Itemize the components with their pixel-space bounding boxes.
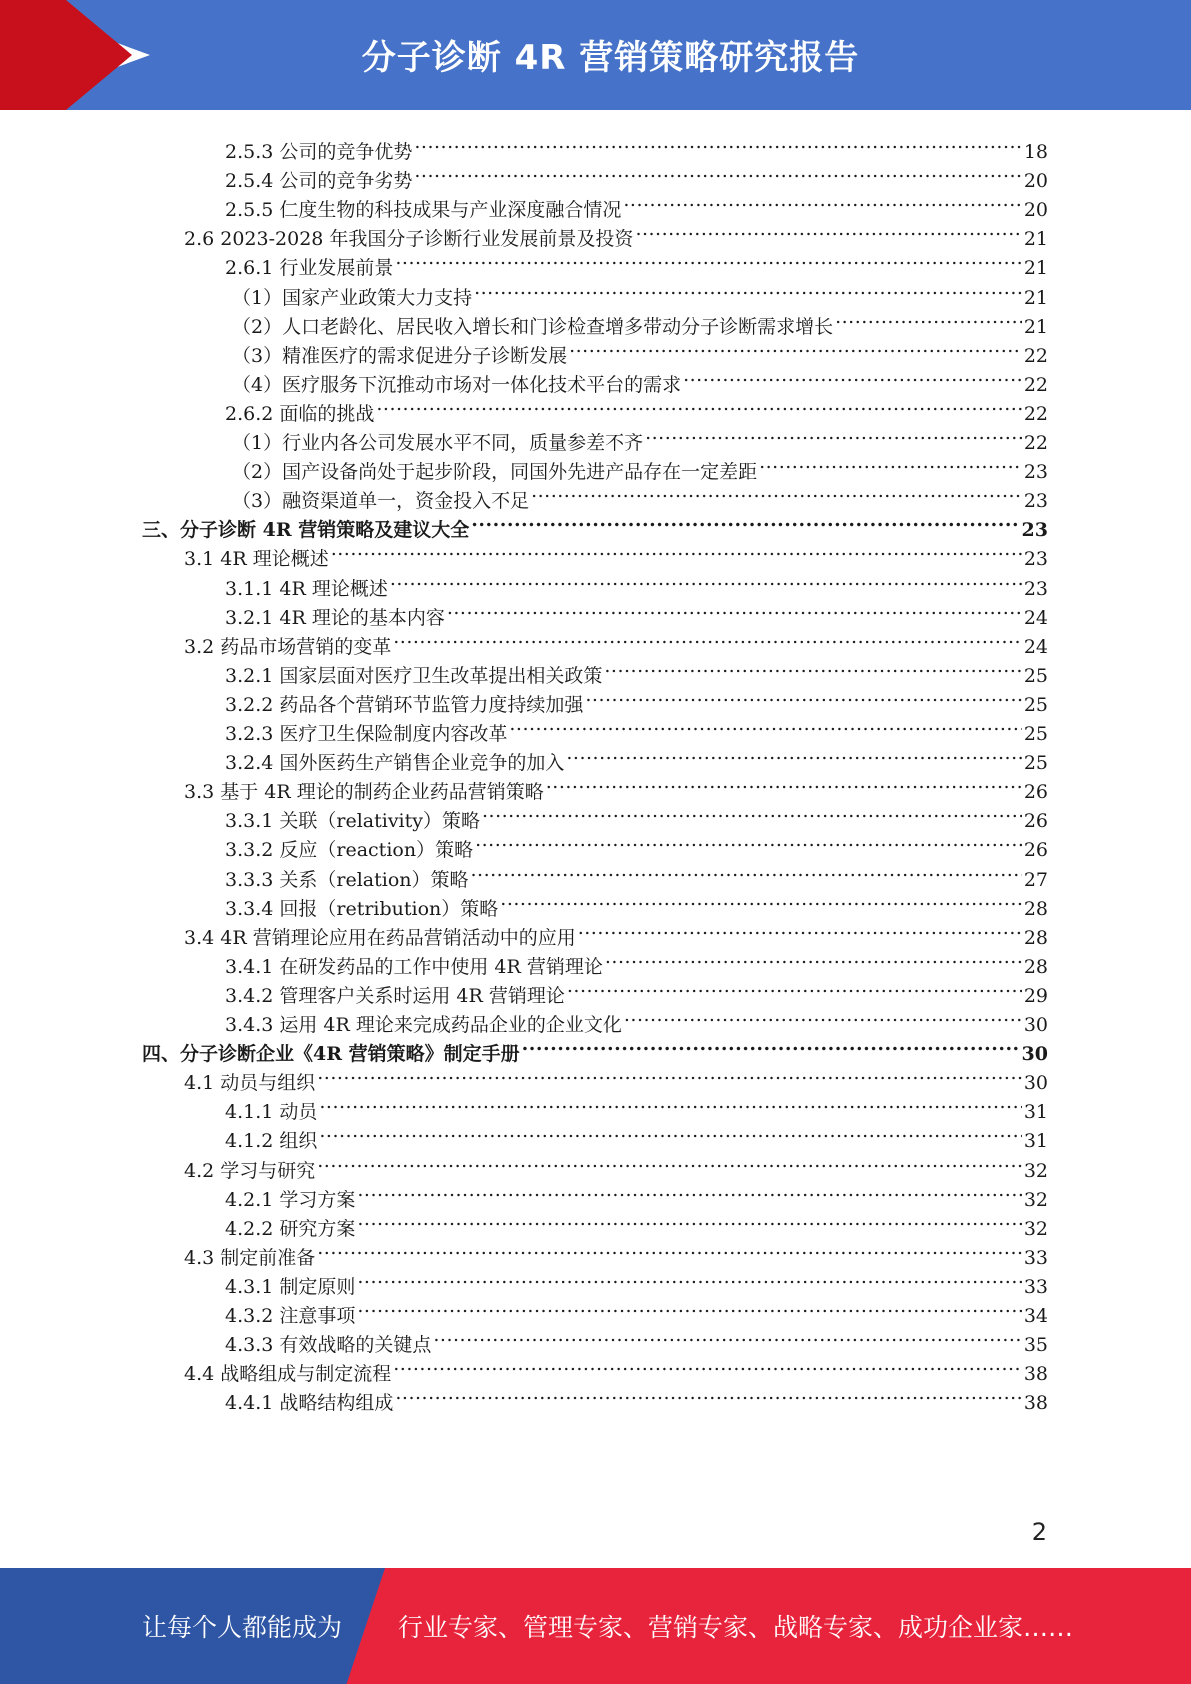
toc-entry-page: 34 [1023, 1305, 1048, 1327]
toc-entry-label: 3.2.2 药品各个营销环节监管力度持续加强 [225, 693, 584, 716]
toc-entry-label: 2.6.1 行业发展前景 [225, 257, 394, 280]
toc-entry[interactable] [225, 942, 1048, 978]
toc-dot-leader [623, 185, 1021, 216]
toc-entry[interactable] [142, 1029, 1048, 1066]
toc-entry-page: 33 [1023, 1275, 1048, 1298]
toc-dot-leader [357, 1204, 1021, 1235]
toc-entry[interactable] [225, 825, 1048, 862]
toc-entry-page: 38 [1023, 1392, 1048, 1415]
toc-entry-label: 2.6.2 面临的挑战 [225, 402, 375, 425]
toc-entry-label: 3.3.1 关联（relativity）策略 [225, 810, 481, 833]
page-header [0, 0, 1191, 110]
toc-entry-label: 3.2 药品市场营销的变革 [184, 635, 392, 658]
toc-entry-page: 23 [1023, 461, 1048, 484]
toc-entry-label: 3.3.3 关系（relation）策略 [225, 868, 469, 891]
toc-entry[interactable] [184, 1058, 1048, 1095]
toc-entry[interactable] [225, 971, 1048, 1007]
toc-entry-label: 2.5.4 公司的竞争劣势 [225, 170, 413, 193]
toc-entry[interactable] [142, 505, 1048, 542]
toc-dot-leader [447, 593, 1022, 624]
toc-dot-leader [522, 1029, 1020, 1060]
toc-entry-page: 25 [1023, 752, 1048, 775]
toc-entry-label: 4.1.1 动员 [225, 1101, 318, 1124]
toc-dot-leader [835, 302, 1022, 333]
toc-entry[interactable] [184, 1146, 1048, 1182]
toc-entry[interactable] [225, 1291, 1048, 1327]
toc-entry-label: 3.4.2 管理客户关系时运用 4R 营销理论 [225, 984, 565, 1007]
toc-dot-leader [414, 156, 1021, 187]
toc-dot-leader [319, 1087, 1021, 1118]
toc-entry-label: （2）国产设备尚处于起步阶段，同国外先进产品存在一定差距 [232, 461, 758, 484]
toc-dot-leader [635, 214, 1021, 245]
toc-dot-leader [471, 505, 1019, 536]
footer-slogan-right: 行业专家、管理专家、营销专家、战略专家、成功企业家…… [398, 1613, 1074, 1642]
toc-entry-page: 18 [1023, 141, 1048, 163]
toc-entry[interactable] [225, 1204, 1048, 1240]
toc-dot-leader [317, 1146, 1022, 1177]
toc-entry-page: 28 [1023, 926, 1048, 949]
toc-entry[interactable] [225, 127, 1048, 163]
toc-entry-page: 23 [1023, 490, 1048, 513]
toc-entry-page: 38 [1023, 1363, 1048, 1386]
toc-dot-leader [474, 273, 1022, 304]
toc-entry[interactable] [184, 214, 1048, 251]
toc-entry-page: 35 [1023, 1334, 1048, 1357]
toc-entry-page: 22 [1023, 373, 1048, 396]
toc-entry[interactable] [225, 564, 1048, 600]
toc-entry[interactable] [232, 302, 1048, 338]
toc-entry-page: 20 [1023, 170, 1048, 193]
toc-entry-label: 4.4.1 战略结构组成 [225, 1392, 394, 1415]
toc-entry-page: 32 [1023, 1159, 1048, 1182]
toc-entry-label: 2.6 2023-2028 年我国分子诊断行业发展前景及投资 [184, 228, 634, 251]
toc-entry-page: 24 [1023, 606, 1048, 629]
toc-dot-leader [393, 622, 1022, 653]
toc-entry-page: 23 [1023, 548, 1048, 571]
toc-dot-leader [357, 1175, 1021, 1206]
toc-entry-page: 25 [1023, 723, 1048, 745]
toc-entry[interactable] [232, 360, 1048, 396]
toc-entry-page: 32 [1023, 1188, 1048, 1211]
toc-dot-leader [357, 1262, 1021, 1293]
toc-entry-page: 28 [1023, 955, 1048, 978]
toc-entry-label: 4.2.1 学习方案 [225, 1188, 356, 1211]
toc-dot-leader [569, 331, 1022, 362]
toc-entry-page: 22 [1023, 432, 1048, 454]
toc-entry-page: 31 [1023, 1101, 1048, 1124]
document-title: 分子诊断 4R 营销策略研究报告 [361, 38, 860, 78]
toc-entry[interactable] [184, 622, 1048, 658]
toc-entry-page: 22 [1023, 402, 1048, 425]
toc-entry[interactable] [225, 884, 1048, 920]
toc-entry[interactable] [225, 738, 1048, 775]
toc-dot-leader [390, 564, 1022, 595]
toc-dot-leader [395, 1378, 1021, 1409]
toc-entry[interactable] [225, 796, 1048, 833]
toc-entry-label: 3.2.3 医疗卫生保险制度内容改革 [225, 723, 508, 745]
toc-entry-label: （3）精准医疗的需求促进分子诊断发展 [232, 344, 568, 367]
toc-dot-leader [317, 1233, 1022, 1264]
toc-entry[interactable] [184, 767, 1048, 804]
toc-entry[interactable] [225, 651, 1048, 687]
toc-entry[interactable] [184, 1349, 1048, 1386]
toc-dot-leader [331, 534, 1022, 565]
toc-entry-label: （2）人口老龄化、居民收入增长和门诊检查增多带动分子诊断需求增长 [232, 315, 834, 338]
toc-entry-page: 33 [1023, 1246, 1048, 1269]
toc-entry-label: 4.2 学习与研究 [184, 1159, 316, 1182]
toc-entry-label: 4.2.2 研究方案 [225, 1217, 356, 1240]
toc-dot-leader [585, 680, 1021, 711]
toc-dot-leader [683, 360, 1022, 391]
toc-entry-page: 27 [1023, 868, 1048, 891]
toc-entry-page: 21 [1023, 315, 1048, 338]
toc-entry-label: 3.4.1 在研发药品的工作中使用 4R 营销理论 [225, 955, 603, 978]
toc-entry-label: 三、分子诊断 4R 营销策略及建议大全 [142, 519, 470, 542]
toc-dot-leader [395, 243, 1021, 274]
toc-entry[interactable] [232, 273, 1048, 309]
toc-entry-page: 30 [1021, 1043, 1048, 1066]
toc-entry-page: 23 [1023, 577, 1048, 600]
toc-dot-leader [605, 942, 1022, 973]
toc-entry-label: （4）医疗服务下沉推动市场对一体化技术平台的需求 [232, 373, 682, 396]
toc-dot-leader [567, 971, 1022, 1002]
toc-entry[interactable] [232, 476, 1048, 513]
toc-dot-leader [566, 738, 1021, 769]
toc-entry-label: 3.1 4R 理论概述 [184, 548, 329, 571]
toc-entry[interactable] [225, 1087, 1048, 1124]
toc-entry-page: 25 [1023, 693, 1048, 716]
toc-dot-leader [500, 884, 1022, 915]
toc-dot-leader [645, 418, 1022, 449]
toc-dot-leader [475, 825, 1022, 856]
toc-entry-label: （1）行业内各公司发展水平不同，质量参差不齐 [232, 432, 644, 454]
toc-entry-page: 21 [1023, 286, 1048, 309]
toc-dot-leader [509, 709, 1021, 740]
toc-dot-leader [531, 476, 1022, 507]
toc-entry[interactable] [225, 855, 1048, 891]
toc-dot-leader [433, 1320, 1021, 1351]
toc-entry[interactable] [232, 331, 1048, 367]
toc-entry[interactable] [225, 1116, 1048, 1153]
toc-entry-label: 2.5.3 公司的竞争优势 [225, 141, 413, 163]
toc-dot-leader [319, 1116, 1021, 1147]
toc-entry-label: 4.3.1 制定原则 [225, 1275, 356, 1298]
toc-entry-page: 30 [1023, 1014, 1048, 1036]
toc-dot-leader [604, 651, 1021, 682]
toc-entry-label: 3.3.2 反应（reaction）策略 [225, 839, 474, 862]
page-number: 2 [1031, 1518, 1047, 1546]
toc-entry-page: 25 [1023, 664, 1048, 687]
toc-entry-label: 3.4.3 运用 4R 理论来完成药品企业的企业文化 [225, 1014, 622, 1036]
toc-entry[interactable] [225, 1175, 1048, 1211]
toc-entry-label: 3.3.4 回报（retribution）策略 [225, 897, 499, 920]
page-footer [0, 1568, 1191, 1684]
toc-entry-label: 四、分子诊断企业《4R 营销策略》制定手册 [142, 1043, 520, 1066]
toc-dot-leader [414, 127, 1021, 158]
toc-entry[interactable] [225, 593, 1048, 629]
toc-entry-page: 28 [1023, 897, 1048, 920]
toc-dot-leader [759, 447, 1022, 478]
toc-entry[interactable] [225, 1262, 1048, 1298]
toc-entry[interactable] [225, 709, 1048, 745]
footer-slogan-left: 让每个人都能成为 [142, 1613, 343, 1642]
toc-entry[interactable] [184, 913, 1048, 949]
toc-entry-label: 3.2.1 4R 理论的基本内容 [225, 606, 445, 629]
toc-entry[interactable] [225, 389, 1048, 425]
toc-entry-page: 26 [1023, 839, 1048, 862]
toc-entry[interactable] [225, 1378, 1048, 1415]
toc-entry-page: 21 [1023, 257, 1048, 280]
toc-entry-label: 3.2.1 国家层面对医疗卫生改革提出相关政策 [225, 664, 603, 687]
toc-entry-label: （3）融资渠道单一，资金投入不足 [232, 490, 530, 513]
toc-dot-leader [393, 1349, 1022, 1380]
toc-dot-leader [317, 1058, 1022, 1089]
toc-entry[interactable] [225, 1000, 1048, 1036]
toc-entry[interactable] [225, 680, 1048, 716]
toc-entry[interactable] [184, 534, 1048, 571]
toc-dot-leader [624, 1000, 1022, 1031]
toc-entry-page: 26 [1023, 810, 1048, 833]
toc-entry-page: 32 [1023, 1217, 1048, 1240]
toc-entry-page: 21 [1023, 228, 1048, 251]
toc-dot-leader [482, 796, 1022, 827]
toc-entry-label: 2.5.5 仁度生物的科技成果与产业深度融合情况 [225, 199, 622, 222]
toc-entry[interactable] [232, 418, 1048, 454]
toc-entry-page: 29 [1023, 984, 1048, 1007]
toc-entry-page: 30 [1023, 1072, 1048, 1095]
toc-dot-leader [578, 913, 1022, 944]
toc-dot-leader [357, 1291, 1021, 1322]
toc-entry-label: 4.3 制定前准备 [184, 1246, 316, 1269]
toc-entry[interactable] [184, 1233, 1048, 1269]
toc-entry-label: 3.1.1 4R 理论概述 [225, 577, 388, 600]
toc-entry-page: 24 [1023, 635, 1048, 658]
toc-entry-page: 23 [1021, 519, 1048, 542]
toc-entry-label: 4.1.2 组织 [225, 1130, 318, 1153]
toc-entry-page: 20 [1023, 199, 1048, 222]
toc-entry-label: 4.3.2 注意事项 [225, 1305, 356, 1327]
toc-entry-label: （1）国家产业政策大力支持 [232, 286, 473, 309]
toc-entry-label: 4.1 动员与组织 [184, 1072, 316, 1095]
toc-entry[interactable] [225, 185, 1048, 222]
toc-entry-label: 4.4 战略组成与制定流程 [184, 1363, 392, 1386]
toc-entry[interactable] [232, 447, 1048, 484]
toc-entry-label: 3.4 4R 营销理论应用在药品营销活动中的应用 [184, 926, 576, 949]
toc-entry[interactable] [225, 243, 1048, 280]
toc-entry-label: 3.3 基于 4R 理论的制药企业药品营销策略 [184, 781, 544, 804]
toc-entry[interactable] [225, 156, 1048, 193]
toc-entry-label: 3.2.4 国外医药生产销售企业竞争的加入 [225, 752, 565, 775]
toc-entry-page: 26 [1023, 781, 1048, 804]
toc-dot-leader [376, 389, 1021, 420]
toc-entry-label: 4.3.3 有效战略的关键点 [225, 1334, 432, 1357]
toc-dot-leader [546, 767, 1022, 798]
toc-dot-leader [471, 855, 1022, 886]
toc-entry-page: 22 [1023, 344, 1048, 367]
toc-entry[interactable] [225, 1320, 1048, 1357]
toc-entry-page: 31 [1023, 1130, 1048, 1153]
